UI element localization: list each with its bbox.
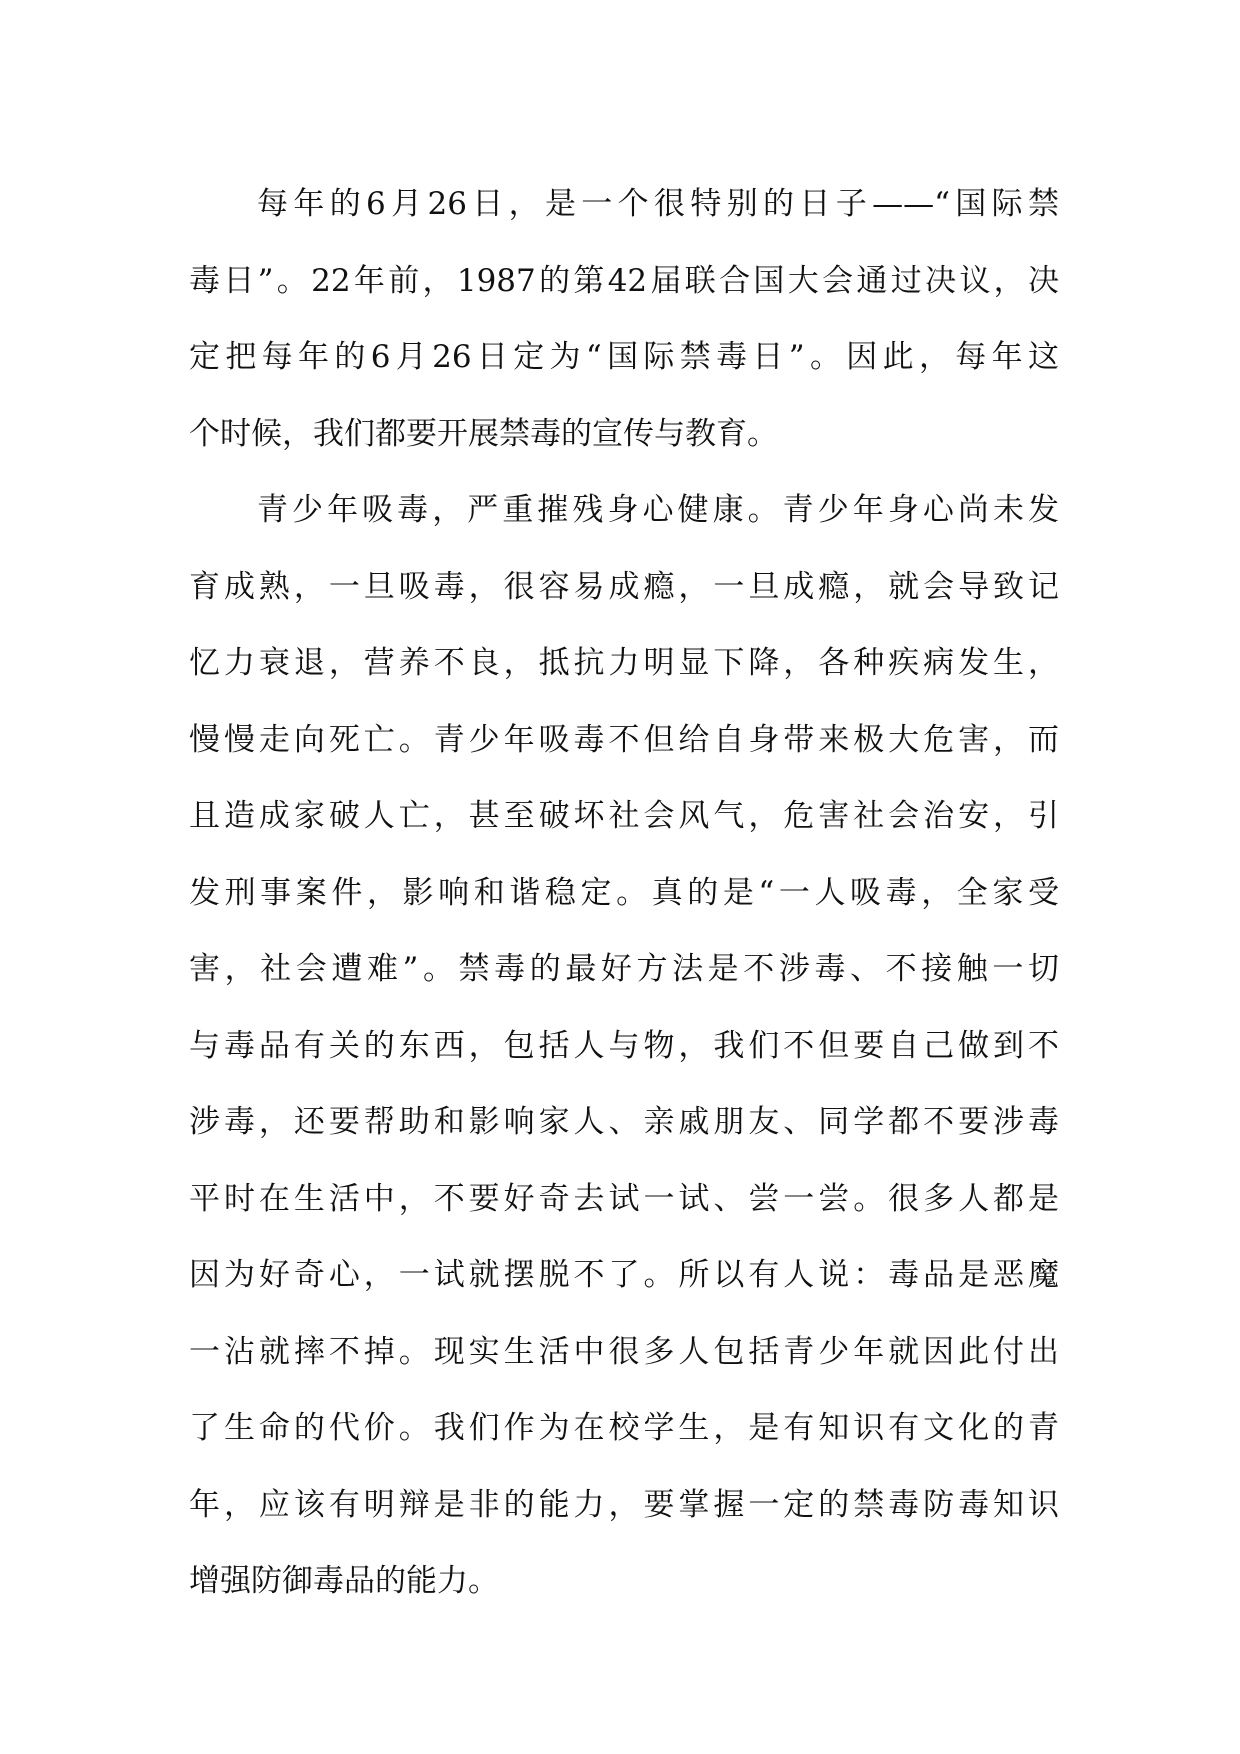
paragraph-line: 了生命的代价。我们作为在校学生，是有知识有文化的青 (189, 1410, 1059, 1446)
paragraph-line: 毒日”。22年前，1987的第42届联合国大会通过决议，决 (189, 262, 1059, 299)
paragraph-1 (189, 166, 1059, 472)
paragraph-line: 慢慢走向死亡。青少年吸毒不但给自身带来极大危害，而 (189, 721, 1059, 758)
paragraph-line: 育成熟，一旦吸毒，很容易成瘾，一旦成瘾，就会导致记 (189, 568, 1059, 605)
paragraph-line: 发刑事案件，影响和谐稳定。真的是“一人吸毒，全家受 (189, 874, 1059, 911)
document-body (189, 166, 1059, 1620)
paragraph-line: 增强防御毒品的能力。 (189, 1563, 499, 1599)
paragraph-line: 个时候，我们都要开展禁毒的宣传与教育。 (189, 415, 778, 452)
paragraph-line: 涉毒，还要帮助和影响家人、亲戚朋友、同学都不要涉毒 (189, 1104, 1059, 1140)
paragraph-line: 一沾就摔不掉。现实生活中很多人包括青少年就因此付出 (189, 1333, 1059, 1370)
paragraph-line: 忆力衰退，营养不良，抵抗力明显下降，各种疾病发生， (189, 645, 1059, 681)
paragraph-line: 青少年吸毒，严重摧残身心健康。青少年身心尚未发 (257, 492, 1059, 528)
paragraph-line: 平时在生活中，不要好奇去试一试、尝一尝。很多人都是 (189, 1180, 1059, 1217)
paragraph-line: 害，社会遭难”。禁毒的最好方法是不涉毒、不接触一切 (189, 951, 1059, 987)
paragraph-2 (189, 472, 1059, 1620)
paragraph-line: 每年的6月26日，是一个很特别的日子——“国际禁 (257, 186, 1059, 222)
paragraph-line: 与毒品有关的东西，包括人与物，我们不但要自己做到不 (189, 1027, 1059, 1064)
paragraph-line: 且造成家破人亡，甚至破坏社会风气，危害社会治安，引 (189, 798, 1059, 834)
paragraph-line: 年，应该有明辩是非的能力，要掌握一定的禁毒防毒知识 (189, 1486, 1059, 1523)
paragraph-line: 因为好奇心，一试就摆脱不了。所以有人说：毒品是恶魔 (189, 1257, 1059, 1293)
paragraph-line: 定把每年的6月26日定为“国际禁毒日”。因此，每年这 (189, 339, 1059, 375)
